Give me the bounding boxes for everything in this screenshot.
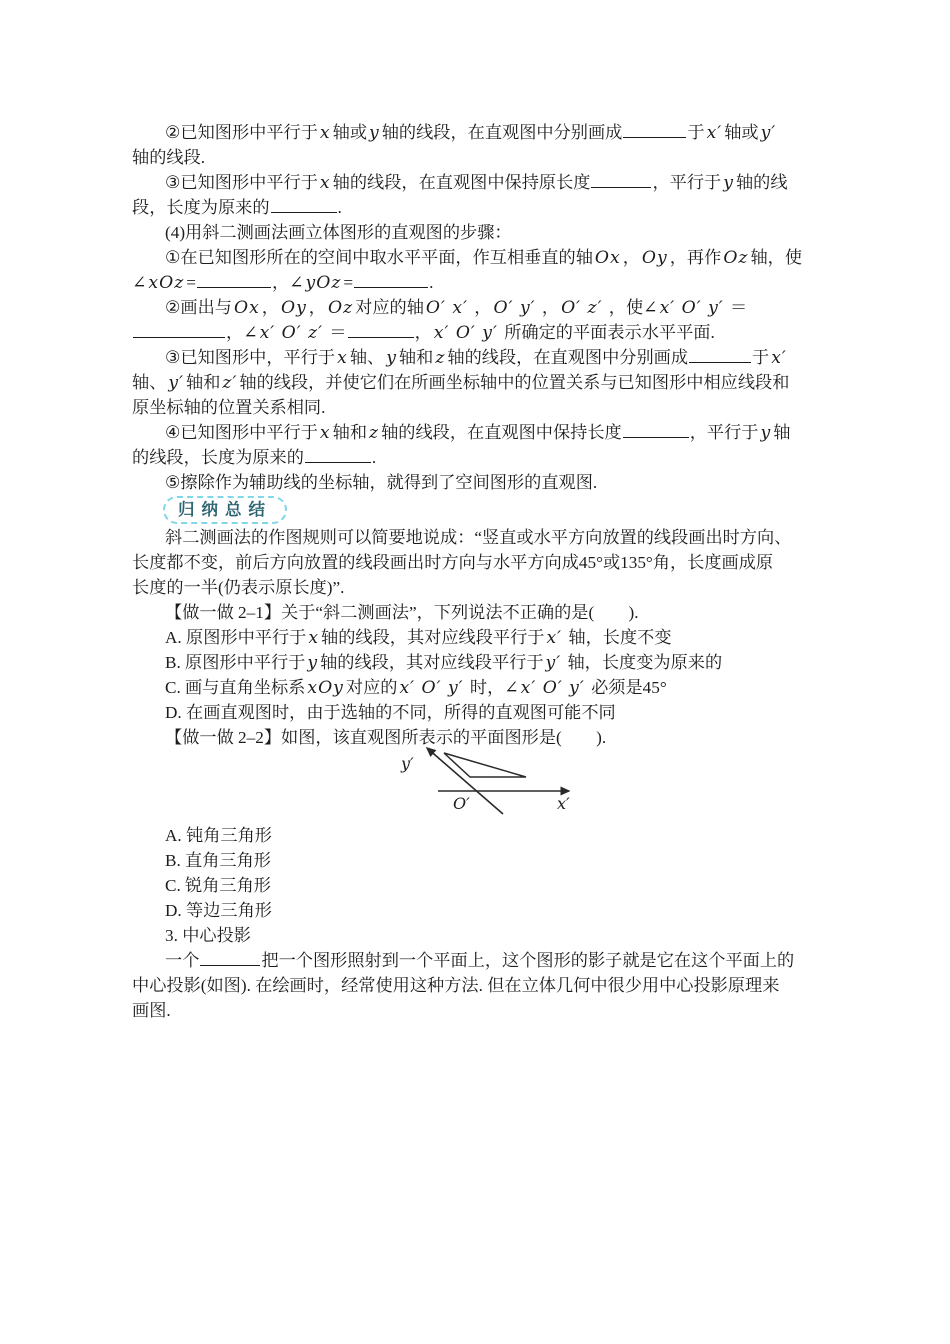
text-run: 中心投影(如图). 在绘画时，经常使用这种方法. 但在立体几何中很少用中心投影原理来 [132, 976, 780, 995]
text-run: ②画出与 [165, 298, 232, 317]
text-run: 3. 中心投影 [165, 926, 251, 945]
text-run: D. 等边三角形 [165, 901, 272, 920]
text-run: 轴 [773, 423, 791, 442]
text-line [132, 998, 824, 1023]
math-variable: x′ O′ y′ [433, 323, 498, 343]
text-line [132, 675, 824, 700]
text-line [132, 470, 824, 495]
text-run: 轴的线段，在直观图中保持长度 [381, 423, 622, 442]
text-line [132, 295, 824, 320]
math-variable: x′ [771, 348, 787, 368]
text-run: ，平行于 [689, 423, 759, 442]
text-run: 于 [687, 123, 705, 142]
text-run: 把一个图形照射到一个平面上，这个图形的影子就是它在这个平面上的 [261, 951, 795, 970]
math-variable: x′ O′ z′ [259, 323, 324, 343]
text-line [132, 600, 824, 625]
math-variable: z′ [222, 373, 238, 393]
math-variable: xOy [307, 678, 344, 698]
text-run: ∠ [132, 273, 147, 292]
text-run: ⑤擦除作为辅助线的坐标轴，就得到了空间图形的直观图. [165, 473, 598, 492]
text-line [132, 420, 824, 445]
text-run: 必须是45° [586, 678, 667, 697]
math-variable: x′ O′ y′ [520, 678, 585, 698]
math-variable: y′ [760, 123, 777, 143]
math-variable: y′ [168, 373, 185, 393]
text-run: ①在已知图形所在的空间中取水平平面，作互相垂直的轴 [165, 248, 593, 267]
text-run: (4)用斜二测画法画立体图形的直观图的步骤： [165, 223, 512, 242]
origin-label: O′ [453, 794, 470, 813]
text-line [132, 848, 824, 873]
text-run: ＝ [325, 323, 347, 342]
x-axis-label: x′ [557, 794, 570, 813]
fill-in-blank [305, 447, 371, 463]
text-run: 轴，长度不变 [564, 628, 672, 647]
text-line [132, 145, 824, 170]
math-variable: Oy [641, 248, 668, 268]
text-run: 轴的线段，并使它们在所画坐标轴中的位置关系与已知图形中相应线段和 [239, 373, 790, 392]
text-line [132, 700, 824, 725]
y-axis-label: y′ [401, 754, 414, 773]
math-variable: x′ [546, 628, 563, 648]
text-run: 原坐标轴的位置关系相同. [132, 398, 326, 417]
text-run: 画图. [132, 1001, 171, 1020]
math-variable: x [308, 628, 320, 648]
text-line [132, 345, 824, 370]
text-line [132, 495, 824, 525]
math-variable: x [319, 423, 331, 443]
text-line [132, 625, 824, 650]
text-run: ， [622, 248, 640, 267]
math-variable: Oz [328, 298, 354, 318]
text-run: 于 [752, 348, 770, 367]
text-run: 长度的一半(仍表示原长度)”. [132, 578, 345, 597]
text-run: = [343, 273, 354, 292]
math-variable: yOz [305, 273, 342, 293]
math-variable: O′ z′ [561, 298, 603, 318]
text-run: 轴的线段，其对应线段平行于 [321, 628, 545, 647]
text-run: 一个 [165, 951, 200, 970]
text-run: ，∠ [271, 273, 304, 292]
text-run: 时，∠ [465, 678, 519, 697]
text-line [132, 195, 824, 220]
text-run: 轴或 [724, 123, 759, 142]
math-variable: y [369, 123, 380, 143]
text-line [132, 320, 824, 345]
math-variable: Ox [233, 298, 260, 318]
text-run: 轴和 [186, 373, 221, 392]
text-run: 轴、 [132, 373, 167, 392]
text-run: ，∠ [226, 323, 258, 342]
fill-in-blank [271, 197, 337, 213]
text-run: . [429, 273, 434, 292]
text-run: B. 原图形中平行于 [165, 653, 306, 672]
summary-badge: 归纳总结 [163, 496, 287, 524]
text-line [132, 445, 824, 470]
fill-in-blank [354, 272, 428, 288]
text-run: = [186, 273, 196, 292]
fill-in-blank [197, 272, 271, 288]
math-variable: O′ y′ [493, 298, 536, 318]
text-run: 轴、 [349, 348, 385, 367]
text-run: ，再作 [669, 248, 722, 267]
math-variable: y [307, 653, 319, 673]
text-run: ④已知图形中平行于 [165, 423, 318, 442]
text-line [132, 923, 824, 948]
fill-in-blank [348, 322, 414, 338]
math-variable: O′ x′ [425, 298, 468, 318]
text-run: 对应的轴 [355, 298, 424, 317]
math-variable: x′ O′ y′ [399, 678, 464, 698]
text-run: ， [414, 323, 432, 342]
text-run: 【做一做 2–1】关于“斜二测画法”，下列说法不正确的是( ). [165, 603, 639, 622]
text-run: ③已知图形中，平行于 [165, 348, 336, 367]
text-line [132, 650, 824, 675]
text-run: 对应的 [345, 678, 398, 697]
text-run: ②已知图形中平行于 [165, 123, 318, 142]
text-run: 轴和 [332, 423, 368, 442]
text-run: ， [469, 298, 492, 317]
text-run: 长度都不变，前后方向放置的线段画出时方向与水平方向成45°或135°角，长度画成原 [132, 553, 774, 572]
text-line [132, 575, 824, 600]
math-variable: y [760, 423, 772, 443]
math-variable: y′ [545, 653, 562, 673]
text-run: 所确定的平面表示水平平面. [499, 323, 715, 342]
math-variable: z [435, 348, 446, 368]
fill-in-blank [623, 122, 686, 138]
math-variable: Oy [280, 298, 307, 318]
text-run: 【做一做 2–2】如图，该直观图所表示的平面图形是( ). [165, 728, 607, 747]
oblique-axes-diagram [395, 738, 605, 833]
text-line [132, 120, 824, 145]
text-run: . [337, 198, 342, 217]
math-variable: y [386, 348, 397, 368]
text-line [132, 525, 824, 550]
text-run: ， [308, 298, 326, 317]
math-variable: Ox [594, 248, 621, 268]
math-variable: Oz [723, 248, 749, 268]
fill-in-blank [133, 322, 225, 338]
text-run: 的线段，长度为原来的 [132, 448, 304, 467]
text-run: 轴，使 [750, 248, 803, 267]
text-run: 轴的线段. [132, 148, 206, 167]
text-run: ， [261, 298, 279, 317]
math-variable: x′ [706, 123, 723, 143]
text-run: 轴，长度变为原来的 [563, 653, 723, 672]
text-run: ，使∠ [604, 298, 658, 317]
text-run: D. 在画直观图时，由于选轴的不同，所得的直观图可能不同 [165, 703, 616, 722]
fill-in-blank [200, 950, 260, 966]
text-line [132, 245, 824, 270]
text-line [132, 873, 824, 898]
text-run: ，平行于 [652, 173, 722, 192]
axes-figure [395, 738, 605, 833]
text-line [132, 898, 824, 923]
text-run: C. 画与直角坐标系 [165, 678, 306, 697]
text-run: . [371, 448, 377, 467]
document-body [132, 120, 824, 1023]
text-run: 轴的线段，其对应线段平行于 [320, 653, 544, 672]
text-run: ③已知图形中平行于 [165, 173, 318, 192]
text-run: 轴的线段，在直观图中分别画成 [447, 348, 689, 367]
text-line [132, 220, 824, 245]
text-run: A. 原图形中平行于 [165, 628, 307, 647]
text-run: 轴或 [332, 123, 368, 142]
math-variable: y [723, 173, 734, 193]
text-run: 段，长度为原来的 [132, 198, 270, 217]
text-line [132, 270, 824, 295]
math-variable: x [319, 123, 331, 143]
math-variable: x′ O′ y′ [659, 298, 724, 318]
text-run: ＝ [725, 298, 748, 317]
text-line [132, 395, 824, 420]
text-run: 轴的线 [735, 173, 788, 192]
math-variable: xOz [148, 273, 185, 293]
fill-in-blank [689, 347, 751, 363]
text-line [132, 973, 824, 998]
math-variable: z [369, 423, 380, 443]
text-run: 轴的线段，在直观图中分别画成 [381, 123, 623, 142]
fill-in-blank [591, 172, 651, 188]
text-line [132, 170, 824, 195]
text-run: B. 直角三角形 [165, 851, 271, 870]
text-line [132, 948, 824, 973]
text-line [132, 370, 824, 395]
text-run: 轴的线段，在直观图中保持原长度 [332, 173, 591, 192]
text-run: C. 锐角三角形 [165, 876, 271, 895]
text-run: ， [537, 298, 560, 317]
text-run: A. 钝角三角形 [165, 826, 272, 845]
math-variable: x [319, 173, 331, 193]
text-run: 斜二测画法的作图规则可以简要地说成：“竖直或水平方向放置的线段画出时方向、 [165, 528, 792, 547]
text-line [132, 550, 824, 575]
math-variable: x [337, 348, 348, 368]
fill-in-blank [623, 422, 689, 438]
text-run: 轴和 [398, 348, 434, 367]
